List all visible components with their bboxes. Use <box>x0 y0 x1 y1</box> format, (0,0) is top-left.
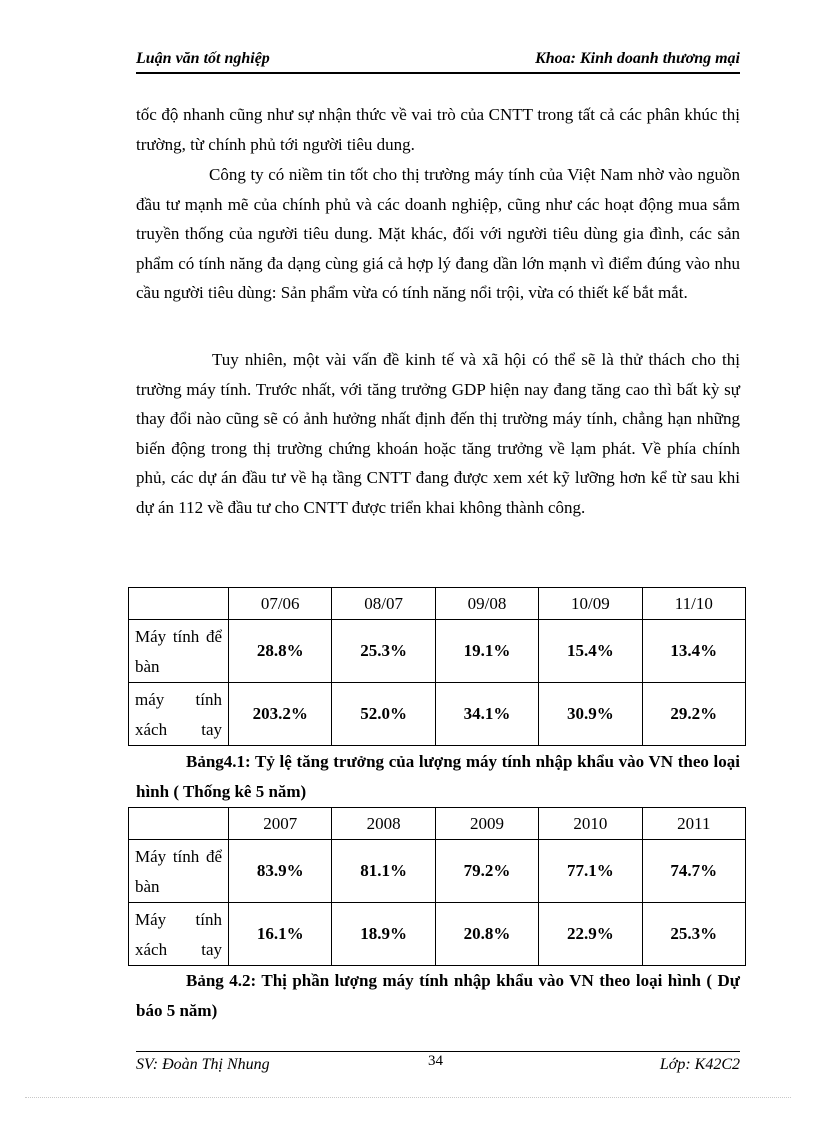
table-cell: 15.4% <box>539 620 642 683</box>
table-cell: 34.1% <box>435 683 538 746</box>
row-label: Máy tính để bàn <box>129 840 229 903</box>
table-cell: 25.3% <box>642 903 745 966</box>
page-footer <box>136 1051 740 1078</box>
table-cell: 203.2% <box>229 683 332 746</box>
column-header: 08/07 <box>332 588 435 620</box>
table-cell: 29.2% <box>642 683 745 746</box>
column-header: 11/10 <box>642 588 745 620</box>
column-header: 2008 <box>332 808 435 840</box>
table-1-caption: Bảng4.1: Tỷ lệ tăng trưởng của lượng máy tính nhập khẩu vào VN theo loại hình ( Thống kê 5 năm) <box>136 752 740 801</box>
table-header-row <box>129 588 746 620</box>
market-share-table <box>128 807 746 966</box>
column-header: 07/06 <box>229 588 332 620</box>
page-edge-divider <box>25 1097 791 1098</box>
table-cell: 30.9% <box>539 683 642 746</box>
table-row <box>129 903 746 966</box>
column-header: 10/09 <box>539 588 642 620</box>
header-left-title: Luận văn tốt nghiệp <box>136 50 270 67</box>
table-cell: 74.7% <box>642 840 745 903</box>
footer-student-name: SV: Đoàn Thị Nhung <box>136 1056 270 1073</box>
table-cell: 25.3% <box>332 620 435 683</box>
table-cell: 20.8% <box>435 903 538 966</box>
paragraph-3: Tuy nhiên, một vài vấn đề kinh tế và xã hội có thể sẽ là thử thách cho thị trường máy tính. Trước nhất, với tăng trưởng GDP hiện nay đang tăng cao thì bất kỳ sự thay đổi nào cũng sẽ có ảnh hưởng nhất định đến thị trường máy tính, chẳng hạn những biến động trong thị trường chứng khoán hoặc tăng trưởng về lạm phát. Về phía chính phủ, các dự án đầu tư về hạ tầng CNTT đang được xem xét kỹ lưỡng hơn kể từ sau khi dự án 112 về đầu tư cho CNTT được triển khai không thành công. <box>136 350 740 517</box>
table-cell: 16.1% <box>229 903 332 966</box>
table-cell: 19.1% <box>435 620 538 683</box>
page-header <box>136 48 740 74</box>
table-corner-cell <box>129 808 229 840</box>
table-row <box>129 620 746 683</box>
table-cell: 28.8% <box>229 620 332 683</box>
header-right-title: Khoa: Kinh doanh thương mại <box>535 50 740 67</box>
paragraph-1: tốc độ nhanh cũng như sự nhận thức về vai trò của CNTT trong tất cả các phân khúc thị trường, từ chính phủ tới người tiêu dung. <box>136 105 740 154</box>
table-cell: 77.1% <box>539 840 642 903</box>
footer-class: Lớp: K42C2 <box>659 1056 740 1073</box>
table-2-caption: Bảng 4.2: Thị phần lượng máy tính nhập khẩu vào VN theo loại hình ( Dự báo 5 năm) <box>136 971 740 1020</box>
row-label: Máy tính xách tay <box>129 903 229 966</box>
column-header: 2011 <box>642 808 745 840</box>
table-cell: 81.1% <box>332 840 435 903</box>
table-cell: 18.9% <box>332 903 435 966</box>
page-number: 34 <box>428 1053 443 1069</box>
table-cell: 79.2% <box>435 840 538 903</box>
column-header: 2009 <box>435 808 538 840</box>
row-label: máy tính xách tay <box>129 683 229 746</box>
table-row <box>129 683 746 746</box>
table-cell: 83.9% <box>229 840 332 903</box>
table-cell: 52.0% <box>332 683 435 746</box>
table-cell: 22.9% <box>539 903 642 966</box>
table-corner-cell <box>129 588 229 620</box>
table-cell: 13.4% <box>642 620 745 683</box>
column-header: 09/08 <box>435 588 538 620</box>
column-header: 2010 <box>539 808 642 840</box>
growth-rate-table <box>128 587 746 746</box>
table-row <box>129 840 746 903</box>
table-header-row <box>129 808 746 840</box>
row-label: Máy tính để bàn <box>129 620 229 683</box>
column-header: 2007 <box>229 808 332 840</box>
paragraph-2: Công ty có niềm tin tốt cho thị trường máy tính của Việt Nam nhờ vào nguồn đầu tư mạnh mẽ của chính phủ và các doanh nghiệp, cũng như các hoạt động mua sắm truyền thống của người tiêu dung. Mặt khác, đối với người tiêu dùng gia đình, các sản phẩm có tính năng đa dạng cùng giá cả hợp lý đang dần lớn mạnh vì điểm đúng vào nhu cầu người tiêu dùng: Sản phẩm vừa có tính năng nổi trội, vừa có thiết kế bắt mắt. <box>136 165 740 302</box>
